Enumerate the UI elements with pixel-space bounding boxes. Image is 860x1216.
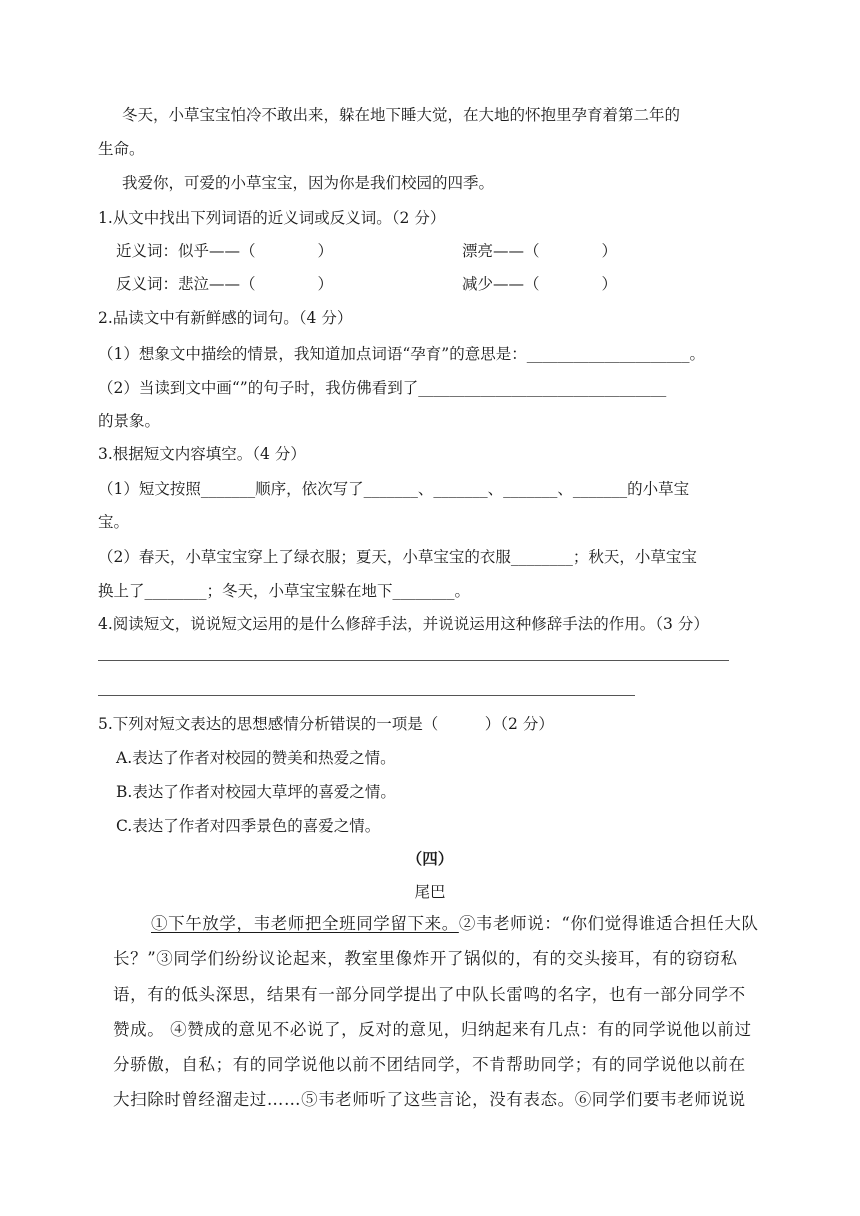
question-4-title: 4.阅读短文，说说短文运用的是什么修辞手法，并说说运用这种修辞手法的作用。（3 分） xyxy=(98,615,709,633)
q4-answer-line-2[interactable] xyxy=(98,695,635,696)
q3-part-2-line-2: 换上了________；冬天，小草宝宝躲在地下________。 xyxy=(98,582,471,600)
q1-antonym-b: 减少——（ ） xyxy=(462,275,618,293)
passage-4-line-5: 分骄傲，自私；有的同学说他以前不团结同学，不肯帮助同学；有的同学说他以前在 xyxy=(113,1055,746,1074)
passage-4-line-2: 长？”③同学们纷纷议论起来，教室里像炸开了锅似的，有的交头接耳，有的窃窃私 xyxy=(113,949,738,968)
q5-option-b: B.表达了作者对校园大草坪的喜爱之情。 xyxy=(116,783,396,801)
q5-option-c: C.表达了作者对四季景色的喜爱之情。 xyxy=(116,817,381,835)
question-3-title: 3.根据短文内容填空。（4 分） xyxy=(98,445,306,463)
q5-option-a: A.表达了作者对校园的赞美和热爱之情。 xyxy=(116,749,396,767)
q3-part-1-line-1: （1）短文按照_______顺序，依次写了_______、_______、_______、_______的小草宝 xyxy=(98,480,690,498)
passage-4-line-6: 大扫除时曾经溜走过……⑤韦老师听了这些言论，没有表态。⑥同学们要韦老师说说 xyxy=(113,1090,746,1109)
underlined-sentence-1: ①下午放学，韦老师把全班同学留下来。 xyxy=(151,914,459,933)
q3-part-1-line-2: 宝。 xyxy=(98,513,130,531)
q2-part-2-line-2: 的景象。 xyxy=(98,412,161,430)
q2-part-1: （1）想象文中描绘的情景，我知道加点词语“孕育”的意思是：_____________________。 xyxy=(98,345,705,363)
q4-answer-line-1[interactable] xyxy=(98,660,729,661)
q2-part-2-line-1: （2）当读到文中画“”的句子时，我仿佛看到了________________________________ xyxy=(98,379,667,397)
passage-4-line-4: 赞成。 ④赞成的意见不必说了，反对的意见，归纳起来有几点：有的同学说他以前过 xyxy=(113,1020,752,1039)
passage-winter-line-2: 生命。 xyxy=(98,140,145,158)
passage-4-line-3: 语，有的低头深思，结果有一部分同学提出了中队长雷鸣的名字，也有一部分同学不 xyxy=(113,985,746,1004)
q1-synonym-b: 漂亮——（ ） xyxy=(462,242,618,260)
passage-love-line: 我爱你，可爱的小草宝宝，因为你是我们校园的四季。 xyxy=(122,174,495,192)
passage-winter-line-1: 冬天，小草宝宝怕冷不敢出来，躲在地下睡大觉，在大地的怀抱里孕育着第二年的 xyxy=(122,106,681,124)
q1-synonym-a: 近义词：似乎——（ ） xyxy=(116,242,334,260)
passage-4-line-1 xyxy=(151,913,759,935)
passage-4-title: 尾巴 xyxy=(414,883,446,901)
question-1-title: 1.从文中找出下列词语的近义词或反义词。（2 分） xyxy=(98,209,446,227)
q3-part-2-line-1: （2）春天，小草宝宝穿上了绿衣服；夏天，小草宝宝的衣服________；秋天，小草宝宝 xyxy=(98,548,697,566)
question-5-title: 5.下列对短文表达的思想感情分析错误的一项是（ ）（2 分） xyxy=(98,715,554,733)
q1-antonym-a: 反义词：悲泣——（ ） xyxy=(116,275,334,293)
passage-4-line-1-rest: ②韦老师说：“你们觉得谁适合担任大队 xyxy=(458,914,759,933)
question-2-title: 2.品读文中有新鲜感的词句。（4 分） xyxy=(98,309,353,327)
section-four-label: （四） xyxy=(406,849,454,868)
